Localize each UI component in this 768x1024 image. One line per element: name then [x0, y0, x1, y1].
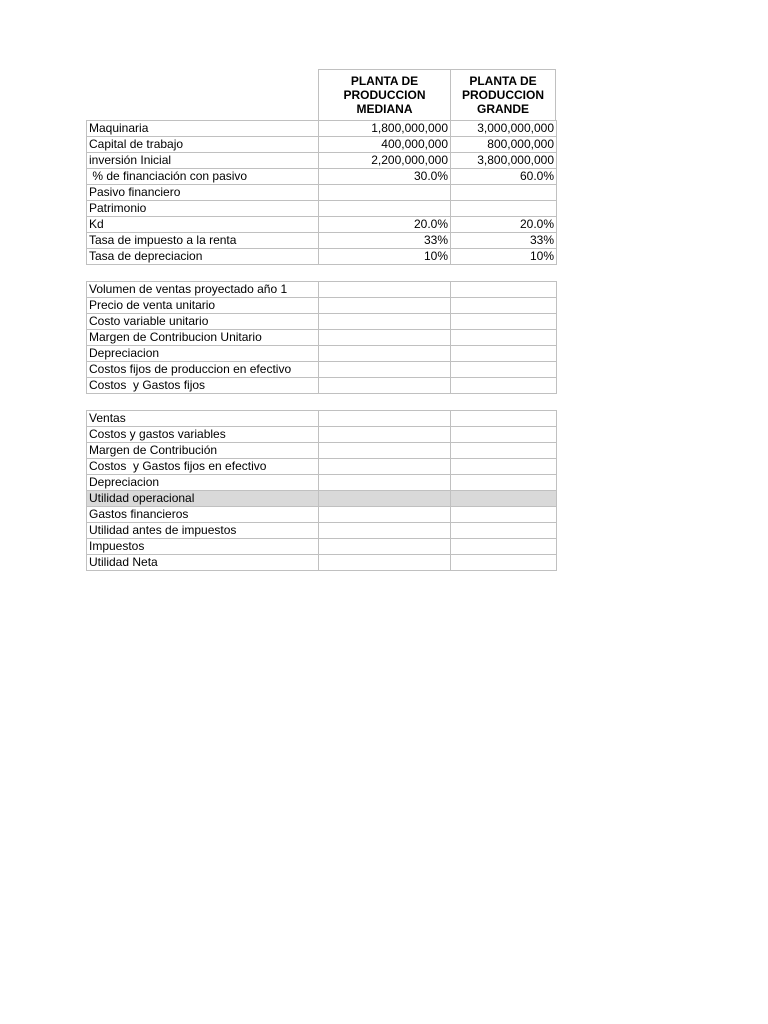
table-row: [87, 507, 557, 523]
row-label: Utilidad Neta: [87, 555, 319, 571]
row-label: Ventas: [87, 411, 319, 427]
unit-analysis-table: [86, 281, 557, 394]
table-row: [87, 217, 557, 233]
value-grande: 10%: [451, 249, 557, 265]
row-label: Margen de Contribucion Unitario: [87, 330, 319, 346]
value-mediana: 33%: [319, 233, 451, 249]
column-header-row: [318, 69, 556, 121]
value-grande: 800,000,000: [451, 137, 557, 153]
value-grande: [451, 555, 557, 571]
header-planta-mediana: PLANTA DE PRODUCCION MEDIANA: [319, 70, 451, 120]
value-mediana: [319, 330, 451, 346]
value-grande: [451, 362, 557, 378]
value-grande: [451, 459, 557, 475]
row-label: Pasivo financiero: [87, 185, 319, 201]
table-row: [87, 137, 557, 153]
value-grande: 33%: [451, 233, 557, 249]
row-label: Volumen de ventas proyectado año 1: [87, 282, 319, 298]
value-mediana: [319, 378, 451, 394]
value-mediana: [319, 555, 451, 571]
table-row: [87, 378, 557, 394]
table-row: [87, 346, 557, 362]
value-mediana: [319, 523, 451, 539]
row-label: inversión Inicial: [87, 153, 319, 169]
table-row: [87, 121, 557, 137]
table-row: [87, 555, 557, 571]
value-grande: [451, 282, 557, 298]
value-mediana: [319, 346, 451, 362]
table-row: [87, 233, 557, 249]
table-row: [87, 201, 557, 217]
value-mediana: 2,200,000,000: [319, 153, 451, 169]
row-label: Tasa de depreciacion: [87, 249, 319, 265]
value-grande: [451, 346, 557, 362]
value-mediana: [319, 314, 451, 330]
value-mediana: [319, 411, 451, 427]
value-mediana: [319, 539, 451, 555]
table-row: [87, 411, 557, 427]
value-mediana: 30.0%: [319, 169, 451, 185]
row-label: Capital de trabajo: [87, 137, 319, 153]
row-label: Costos y gastos variables: [87, 427, 319, 443]
table-row: [87, 427, 557, 443]
row-label: % de financiación con pasivo: [87, 169, 319, 185]
table-row-highlighted: [87, 491, 557, 507]
table-row: [87, 443, 557, 459]
row-label: Costo variable unitario: [87, 314, 319, 330]
value-mediana: [319, 443, 451, 459]
value-grande: [451, 314, 557, 330]
value-grande: 20.0%: [451, 217, 557, 233]
table-row: [87, 282, 557, 298]
value-grande: [451, 298, 557, 314]
value-grande: [451, 378, 557, 394]
value-grande: 3,000,000,000: [451, 121, 557, 137]
value-grande: [451, 507, 557, 523]
value-grande: 3,800,000,000: [451, 153, 557, 169]
table-row: [87, 249, 557, 265]
inputs-table: [86, 120, 557, 265]
row-label: Costos fijos de produccion en efectivo: [87, 362, 319, 378]
value-grande: 60.0%: [451, 169, 557, 185]
table-row: [87, 169, 557, 185]
value-mediana: [319, 507, 451, 523]
header-planta-grande: PLANTA DE PRODUCCION GRANDE: [461, 74, 544, 116]
table-row: [87, 314, 557, 330]
row-label: Patrimonio: [87, 201, 319, 217]
value-mediana: [319, 282, 451, 298]
row-label: Maquinaria: [87, 121, 319, 137]
row-label: Precio de venta unitario: [87, 298, 319, 314]
value-mediana: [319, 427, 451, 443]
value-mediana: [319, 185, 451, 201]
row-label: Tasa de impuesto a la renta: [87, 233, 319, 249]
table-row: [87, 185, 557, 201]
value-mediana: 20.0%: [319, 217, 451, 233]
value-mediana: [319, 475, 451, 491]
row-label: Impuestos: [87, 539, 319, 555]
row-label: Depreciacion: [87, 346, 319, 362]
value-grande: [451, 411, 557, 427]
row-label: Kd: [87, 217, 319, 233]
value-mediana: 10%: [319, 249, 451, 265]
row-label: Costos y Gastos fijos en efectivo: [87, 459, 319, 475]
value-mediana: 1,800,000,000: [319, 121, 451, 137]
table-row: [87, 298, 557, 314]
table-row: [87, 539, 557, 555]
value-grande: [451, 443, 557, 459]
row-label: Costos y Gastos fijos: [87, 378, 319, 394]
value-mediana: [319, 362, 451, 378]
value-grande: [451, 427, 557, 443]
value-mediana: 400,000,000: [319, 137, 451, 153]
value-grande: [451, 185, 557, 201]
value-mediana: [319, 201, 451, 217]
value-grande: [451, 539, 557, 555]
table-row: [87, 475, 557, 491]
row-label: Depreciacion: [87, 475, 319, 491]
row-label: Gastos financieros: [87, 507, 319, 523]
value-grande: [451, 475, 557, 491]
value-grande: [451, 523, 557, 539]
row-label: Utilidad antes de impuestos: [87, 523, 319, 539]
value-grande: [451, 330, 557, 346]
table-row: [87, 523, 557, 539]
table-row: [87, 459, 557, 475]
value-mediana: [319, 459, 451, 475]
row-label: Utilidad operacional: [87, 491, 319, 507]
value-mediana: [319, 298, 451, 314]
income-statement-table: [86, 410, 557, 571]
table-row: [87, 330, 557, 346]
row-label: Margen de Contribución: [87, 443, 319, 459]
table-row: [87, 153, 557, 169]
value-grande: [451, 491, 557, 507]
table-row: [87, 362, 557, 378]
value-grande: [451, 201, 557, 217]
value-mediana: [319, 491, 451, 507]
